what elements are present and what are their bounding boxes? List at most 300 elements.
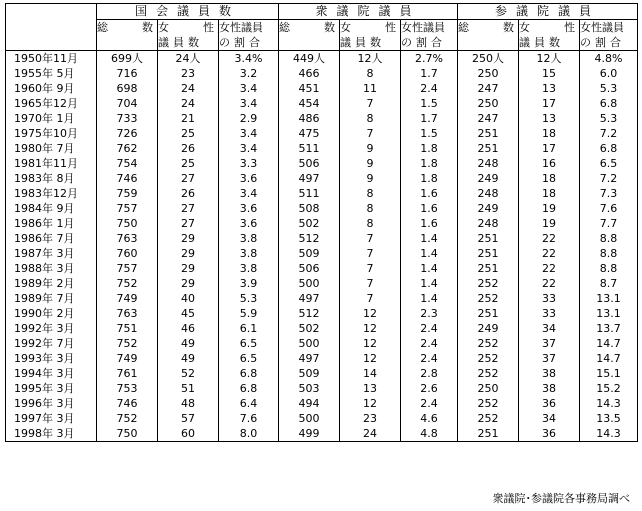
- value-cell: 14.3: [580, 396, 638, 411]
- date-cell: 1992年 3月: [6, 321, 97, 336]
- value-cell: 752: [97, 276, 158, 291]
- value-cell: 251: [458, 426, 519, 442]
- table-row: [6, 306, 638, 321]
- col-total-header: 総 数: [458, 21, 518, 34]
- value-cell: 4.6: [401, 411, 458, 426]
- date-cell: 1997年 3月: [6, 411, 97, 426]
- value-cell: 502: [279, 321, 340, 336]
- value-cell: 248: [458, 156, 519, 171]
- value-cell: 12人: [340, 51, 401, 67]
- value-cell: 26: [158, 141, 219, 156]
- value-cell: 8.7: [580, 276, 638, 291]
- value-cell: 3.4%: [219, 51, 279, 67]
- value-cell: 698: [97, 81, 158, 96]
- table-row: [6, 291, 638, 306]
- value-cell: 12: [340, 306, 401, 321]
- value-cell: 763: [97, 306, 158, 321]
- date-cell: 1989年 2月: [6, 276, 97, 291]
- value-cell: 13.1: [580, 291, 638, 306]
- value-cell: 18: [519, 186, 580, 201]
- col-female-header-line2: 議員数: [519, 35, 580, 51]
- value-cell: 753: [97, 381, 158, 396]
- value-cell: 749: [97, 351, 158, 366]
- value-cell: 512: [279, 231, 340, 246]
- value-cell: 252: [458, 396, 519, 411]
- date-cell: 1980年 7月: [6, 141, 97, 156]
- value-cell: 34: [519, 411, 580, 426]
- value-cell: 500: [279, 276, 340, 291]
- value-cell: 12: [340, 336, 401, 351]
- value-cell: 36: [519, 396, 580, 411]
- value-cell: 18: [519, 126, 580, 141]
- value-cell: 1.4: [401, 291, 458, 306]
- value-cell: 7: [340, 261, 401, 276]
- value-cell: 5.9: [219, 306, 279, 321]
- table-row: [6, 381, 638, 396]
- value-cell: 3.6: [219, 216, 279, 231]
- value-cell: 2.4: [401, 351, 458, 366]
- value-cell: 51: [158, 381, 219, 396]
- value-cell: 13.7: [580, 321, 638, 336]
- value-cell: 17: [519, 141, 580, 156]
- value-cell: 454: [279, 96, 340, 111]
- value-cell: 29: [158, 261, 219, 276]
- value-cell: 2.4: [401, 336, 458, 351]
- value-cell: 3.9: [219, 276, 279, 291]
- value-cell: 250: [458, 66, 519, 81]
- table-row: [6, 171, 638, 186]
- col-ratio-header-line2: の割合: [219, 35, 279, 51]
- date-cell: 1987年 3月: [6, 246, 97, 261]
- value-cell: 3.4: [219, 186, 279, 201]
- value-cell: 4.8: [401, 426, 458, 442]
- value-cell: 752: [97, 336, 158, 351]
- value-cell: 6.4: [219, 396, 279, 411]
- value-cell: 1.4: [401, 231, 458, 246]
- value-cell: 2.4: [401, 81, 458, 96]
- value-cell: 15: [519, 66, 580, 81]
- value-cell: 750: [97, 426, 158, 442]
- value-cell: 449人: [279, 51, 340, 67]
- value-cell: 27: [158, 216, 219, 231]
- value-cell: 3.4: [219, 141, 279, 156]
- table-row: [6, 156, 638, 171]
- value-cell: 1.7: [401, 66, 458, 81]
- value-cell: 247: [458, 81, 519, 96]
- value-cell: 33: [519, 306, 580, 321]
- value-cell: 499: [279, 426, 340, 442]
- table-row: [6, 111, 638, 126]
- date-cell: 1998年 3月: [6, 426, 97, 442]
- value-cell: 251: [458, 306, 519, 321]
- value-cell: 8: [340, 186, 401, 201]
- value-cell: 502: [279, 216, 340, 231]
- col-female-header: 女 性: [340, 21, 400, 34]
- value-cell: 26: [158, 186, 219, 201]
- value-cell: 6.5: [219, 336, 279, 351]
- date-cell: 1986年 1月: [6, 216, 97, 231]
- value-cell: 8.8: [580, 261, 638, 276]
- date-cell: 1986年 7月: [6, 231, 97, 246]
- value-cell: 251: [458, 246, 519, 261]
- value-cell: 451: [279, 81, 340, 96]
- value-cell: 37: [519, 351, 580, 366]
- value-cell: 8: [340, 66, 401, 81]
- value-cell: 38: [519, 381, 580, 396]
- value-cell: 746: [97, 171, 158, 186]
- date-cell: 1996年 3月: [6, 396, 97, 411]
- value-cell: 22: [519, 261, 580, 276]
- value-cell: 3.6: [219, 201, 279, 216]
- col-female-header: 女 性: [519, 21, 579, 34]
- value-cell: 19: [519, 216, 580, 231]
- value-cell: 1.4: [401, 261, 458, 276]
- value-cell: 34: [519, 321, 580, 336]
- value-cell: 49: [158, 351, 219, 366]
- value-cell: 29: [158, 276, 219, 291]
- value-cell: 6.0: [580, 66, 638, 81]
- value-cell: 12: [340, 351, 401, 366]
- value-cell: 512: [279, 306, 340, 321]
- value-cell: 6.5: [219, 351, 279, 366]
- value-cell: 13.1: [580, 306, 638, 321]
- value-cell: 23: [340, 411, 401, 426]
- value-cell: 16: [519, 156, 580, 171]
- value-cell: 760: [97, 246, 158, 261]
- value-cell: 23: [158, 66, 219, 81]
- col-total-header: 総 数: [97, 21, 157, 34]
- col-female-header-line2: 議員数: [340, 35, 401, 51]
- value-cell: 251: [458, 231, 519, 246]
- value-cell: 13: [519, 81, 580, 96]
- table-row: [6, 96, 638, 111]
- value-cell: 13.5: [580, 411, 638, 426]
- table-row: [6, 411, 638, 426]
- date-cell: 1975年10月: [6, 126, 97, 141]
- value-cell: 497: [279, 171, 340, 186]
- value-cell: 1.6: [401, 216, 458, 231]
- col-ratio-header: 女性議員: [219, 20, 279, 36]
- value-cell: 7.2: [580, 171, 638, 186]
- value-cell: 252: [458, 366, 519, 381]
- table-row: [6, 351, 638, 366]
- women-in-diet-table: [5, 3, 638, 442]
- value-cell: 7.2: [580, 126, 638, 141]
- value-cell: 7: [340, 246, 401, 261]
- value-cell: 14.7: [580, 336, 638, 351]
- value-cell: 7: [340, 231, 401, 246]
- value-cell: 3.8: [219, 231, 279, 246]
- value-cell: 248: [458, 186, 519, 201]
- value-cell: 466: [279, 66, 340, 81]
- value-cell: 8: [340, 201, 401, 216]
- value-cell: 24: [158, 96, 219, 111]
- col-total-header: 総 数: [279, 21, 339, 34]
- value-cell: 36: [519, 426, 580, 442]
- value-cell: 2.4: [401, 321, 458, 336]
- value-cell: 7: [340, 96, 401, 111]
- date-cell: 1990年 2月: [6, 306, 97, 321]
- value-cell: 1.6: [401, 201, 458, 216]
- value-cell: 5.3: [219, 291, 279, 306]
- value-cell: 508: [279, 201, 340, 216]
- value-cell: 509: [279, 246, 340, 261]
- value-cell: 497: [279, 351, 340, 366]
- value-cell: 24: [158, 81, 219, 96]
- value-cell: 5.3: [580, 81, 638, 96]
- group-header-upper-house: 参議院議員: [458, 4, 638, 20]
- value-cell: 7.6: [580, 201, 638, 216]
- value-cell: 506: [279, 156, 340, 171]
- value-cell: 2.9: [219, 111, 279, 126]
- value-cell: 14.7: [580, 351, 638, 366]
- value-cell: 252: [458, 276, 519, 291]
- value-cell: 1.4: [401, 276, 458, 291]
- value-cell: 506: [279, 261, 340, 276]
- value-cell: 2.8: [401, 366, 458, 381]
- date-cell: 1955年 5月: [6, 66, 97, 81]
- value-cell: 752: [97, 411, 158, 426]
- col-ratio-header-line2: の割合: [580, 35, 638, 51]
- value-cell: 733: [97, 111, 158, 126]
- value-cell: 1.8: [401, 141, 458, 156]
- value-cell: 8.8: [580, 231, 638, 246]
- value-cell: 252: [458, 351, 519, 366]
- value-cell: 503: [279, 381, 340, 396]
- value-cell: 6.8: [219, 381, 279, 396]
- table-row: [6, 216, 638, 231]
- table-row: [6, 51, 638, 67]
- value-cell: 486: [279, 111, 340, 126]
- group-header-lower-house: 衆議院議員: [279, 4, 458, 20]
- value-cell: 12: [340, 396, 401, 411]
- value-cell: 757: [97, 261, 158, 276]
- value-cell: 24人: [158, 51, 219, 67]
- table-row: [6, 396, 638, 411]
- value-cell: 699人: [97, 51, 158, 67]
- value-cell: 1.6: [401, 186, 458, 201]
- value-cell: 7: [340, 291, 401, 306]
- value-cell: 3.4: [219, 126, 279, 141]
- date-cell: 1988年 3月: [6, 261, 97, 276]
- table-row: [6, 126, 638, 141]
- value-cell: 1.8: [401, 156, 458, 171]
- source-note: 衆議院･参議院各事務局調べ: [492, 492, 630, 505]
- table-row: [6, 186, 638, 201]
- value-cell: 24: [340, 426, 401, 442]
- value-cell: 7: [340, 276, 401, 291]
- date-cell: 1965年12月: [6, 96, 97, 111]
- table-row: [6, 66, 638, 81]
- value-cell: 248: [458, 216, 519, 231]
- value-cell: 6.8: [219, 366, 279, 381]
- value-cell: 46: [158, 321, 219, 336]
- value-cell: 500: [279, 336, 340, 351]
- value-cell: 249: [458, 171, 519, 186]
- value-cell: 251: [458, 261, 519, 276]
- value-cell: 1.8: [401, 171, 458, 186]
- value-cell: 3.6: [219, 171, 279, 186]
- value-cell: 726: [97, 126, 158, 141]
- value-cell: 33: [519, 291, 580, 306]
- value-cell: 252: [458, 411, 519, 426]
- value-cell: 475: [279, 126, 340, 141]
- value-cell: 3.8: [219, 261, 279, 276]
- value-cell: 251: [458, 126, 519, 141]
- value-cell: 8.0: [219, 426, 279, 442]
- value-cell: 12: [340, 321, 401, 336]
- value-cell: 511: [279, 141, 340, 156]
- table-row: [6, 231, 638, 246]
- value-cell: 749: [97, 291, 158, 306]
- value-cell: 762: [97, 141, 158, 156]
- value-cell: 9: [340, 156, 401, 171]
- value-cell: 750: [97, 216, 158, 231]
- value-cell: 511: [279, 186, 340, 201]
- date-cell: 1960年 9月: [6, 81, 97, 96]
- value-cell: 29: [158, 231, 219, 246]
- date-cell: 1983年12月: [6, 186, 97, 201]
- value-cell: 3.8: [219, 246, 279, 261]
- table-row: [6, 201, 638, 216]
- date-cell: 1950年11月: [6, 51, 97, 67]
- date-cell: 1981年11月: [6, 156, 97, 171]
- value-cell: 3.3: [219, 156, 279, 171]
- value-cell: 6.8: [580, 96, 638, 111]
- value-cell: 49: [158, 336, 219, 351]
- table-row: [6, 81, 638, 96]
- value-cell: 2.3: [401, 306, 458, 321]
- value-cell: 45: [158, 306, 219, 321]
- value-cell: 5.3: [580, 111, 638, 126]
- value-cell: 757: [97, 201, 158, 216]
- value-cell: 27: [158, 171, 219, 186]
- date-cell: 1984年 9月: [6, 201, 97, 216]
- value-cell: 6.8: [580, 141, 638, 156]
- value-cell: 249: [458, 201, 519, 216]
- value-cell: 7.3: [580, 186, 638, 201]
- col-ratio-header: 女性議員: [580, 20, 638, 36]
- value-cell: 754: [97, 156, 158, 171]
- date-cell: 1970年 1月: [6, 111, 97, 126]
- value-cell: 18: [519, 171, 580, 186]
- value-cell: 8: [340, 111, 401, 126]
- table-row: [6, 141, 638, 156]
- table-row: [6, 336, 638, 351]
- value-cell: 21: [158, 111, 219, 126]
- value-cell: 1.4: [401, 246, 458, 261]
- value-cell: 250人: [458, 51, 519, 67]
- value-cell: 251: [458, 141, 519, 156]
- value-cell: 2.4: [401, 396, 458, 411]
- value-cell: 759: [97, 186, 158, 201]
- value-cell: 4.8%: [580, 51, 638, 67]
- value-cell: 704: [97, 96, 158, 111]
- value-cell: 60: [158, 426, 219, 442]
- value-cell: 22: [519, 276, 580, 291]
- table-row: [6, 426, 638, 442]
- date-cell: 1983年 8月: [6, 171, 97, 186]
- value-cell: 509: [279, 366, 340, 381]
- value-cell: 249: [458, 321, 519, 336]
- value-cell: 8: [340, 216, 401, 231]
- value-cell: 15.1: [580, 366, 638, 381]
- value-cell: 1.7: [401, 111, 458, 126]
- value-cell: 48: [158, 396, 219, 411]
- col-ratio-header-line2: の割合: [401, 35, 458, 51]
- value-cell: 38: [519, 366, 580, 381]
- date-cell: 1993年 3月: [6, 351, 97, 366]
- value-cell: 8.8: [580, 246, 638, 261]
- value-cell: 11: [340, 81, 401, 96]
- value-cell: 716: [97, 66, 158, 81]
- value-cell: 7.7: [580, 216, 638, 231]
- value-cell: 500: [279, 411, 340, 426]
- value-cell: 3.4: [219, 81, 279, 96]
- value-cell: 22: [519, 246, 580, 261]
- value-cell: 746: [97, 396, 158, 411]
- value-cell: 250: [458, 96, 519, 111]
- value-cell: 7.6: [219, 411, 279, 426]
- table-row: [6, 321, 638, 336]
- group-header-national: 国会議員数: [97, 4, 279, 20]
- value-cell: 751: [97, 321, 158, 336]
- value-cell: 6.1: [219, 321, 279, 336]
- table-body: [6, 51, 638, 442]
- value-cell: 252: [458, 291, 519, 306]
- table-row: [6, 366, 638, 381]
- value-cell: 1.5: [401, 126, 458, 141]
- value-cell: 2.6: [401, 381, 458, 396]
- value-cell: 52: [158, 366, 219, 381]
- value-cell: 13: [340, 381, 401, 396]
- col-female-header-line2: 議員数: [158, 35, 219, 51]
- value-cell: 1.5: [401, 96, 458, 111]
- value-cell: 247: [458, 111, 519, 126]
- value-cell: 12人: [519, 51, 580, 67]
- value-cell: 7: [340, 126, 401, 141]
- date-cell: 1989年 7月: [6, 291, 97, 306]
- value-cell: 3.2: [219, 66, 279, 81]
- value-cell: 250: [458, 381, 519, 396]
- value-cell: 494: [279, 396, 340, 411]
- value-cell: 17: [519, 96, 580, 111]
- table-row: [6, 276, 638, 291]
- value-cell: 27: [158, 201, 219, 216]
- value-cell: 763: [97, 231, 158, 246]
- value-cell: 19: [519, 201, 580, 216]
- col-ratio-header: 女性議員: [401, 20, 458, 36]
- value-cell: 252: [458, 336, 519, 351]
- value-cell: 9: [340, 141, 401, 156]
- value-cell: 29: [158, 246, 219, 261]
- value-cell: 14.3: [580, 426, 638, 442]
- value-cell: 25: [158, 156, 219, 171]
- value-cell: 2.7%: [401, 51, 458, 67]
- date-cell: 1994年 3月: [6, 366, 97, 381]
- value-cell: 6.5: [580, 156, 638, 171]
- value-cell: 15.2: [580, 381, 638, 396]
- date-cell: 1995年 3月: [6, 381, 97, 396]
- value-cell: 40: [158, 291, 219, 306]
- value-cell: 9: [340, 171, 401, 186]
- value-cell: 3.4: [219, 96, 279, 111]
- value-cell: 761: [97, 366, 158, 381]
- table-row: [6, 261, 638, 276]
- value-cell: 37: [519, 336, 580, 351]
- table-row: [6, 246, 638, 261]
- value-cell: 25: [158, 126, 219, 141]
